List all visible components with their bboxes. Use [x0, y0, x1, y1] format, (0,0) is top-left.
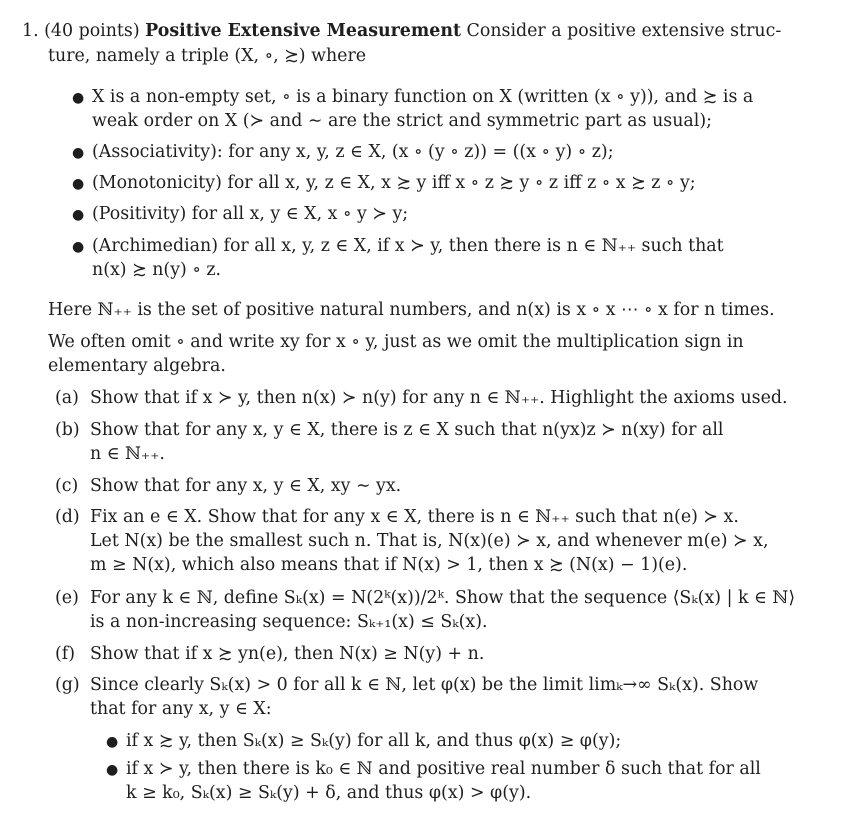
- bullet-icon: ●: [72, 90, 85, 106]
- part-f-label: (f): [55, 644, 76, 664]
- part-d-line-1: Fix an e ∈ X. Show that for any x ∈ X, there is n ∈ ℕ₊₊ such that n(e) ≻ x.: [90, 507, 739, 527]
- axiom-archimedian-line-2: n(x) ≿ n(y) ∘ z.: [92, 260, 222, 280]
- part-f-line-1: Show that if x ≿ yn(e), then N(x) ≥ N(y) + n.: [90, 644, 485, 664]
- problem-intro-1: Consider a positive extensive struc-: [466, 21, 782, 41]
- paragraph-naturals: Here ℕ₊₊ is the set of positive natural numbers, and n(x) is x ∘ x ⋯ ∘ x for n times.: [48, 300, 775, 320]
- part-d-line-3: m ≥ N(x), which also means that if N(x) > 1, then x ≿ (N(x) − 1)(e).: [90, 555, 688, 575]
- part-b-line-1: Show that for any x, y ∈ X, there is z ∈ X such that n(yx)z ≻ n(xy) for all: [90, 420, 724, 440]
- subitem-2-line-1: if x ≻ y, then there is k₀ ∈ ℕ and positive real number δ such that for all: [126, 759, 761, 779]
- bullet-icon: ●: [106, 762, 119, 778]
- part-a-line-1: Show that if x ≻ y, then n(x) ≻ n(y) for any n ∈ ℕ₊₊. Highlight the axioms used.: [90, 388, 788, 408]
- part-g-line-1: Since clearly Sₖ(x) > 0 for all k ∈ ℕ, let φ(x) be the limit limₖ→∞ Sₖ(x). Show: [90, 675, 759, 695]
- part-b-line-2: n ∈ ℕ₊₊.: [90, 444, 165, 464]
- problem-header: [22, 19, 781, 43]
- problem-number: 1.: [22, 21, 39, 41]
- part-e-line-1: For any k ∈ ℕ, define Sₖ(x) = N(2ᵏ(x))/2ᵏ. Show that the sequence ⟨Sₖ(x) | k ∈ ℕ⟩: [90, 588, 796, 608]
- problem-title: Positive Extensive Measurement: [145, 21, 462, 41]
- part-g-label: (g): [55, 675, 80, 695]
- part-g-line-2: that for any x, y ∈ X:: [90, 699, 272, 719]
- bullet-icon: ●: [72, 207, 85, 223]
- part-e-label: (e): [55, 588, 79, 608]
- part-a-label: (a): [55, 388, 79, 408]
- bullet-icon: ●: [72, 145, 85, 161]
- part-e-line-2: is a non-increasing sequence: Sₖ₊₁(x) ≤ Sₖ(x).: [90, 612, 488, 632]
- axiom-associativity: (Associativity): for any x, y, z ∈ X, (x ∘ (y ∘ z)) = ((x ∘ y) ∘ z);: [92, 142, 614, 162]
- bullet-icon: ●: [72, 239, 85, 255]
- problem-intro-2: ture, namely a triple (X, ∘, ≿) where: [48, 46, 367, 66]
- part-c-line-1: Show that for any x, y ∈ X, xy ∼ yx.: [90, 476, 402, 496]
- part-c-label: (c): [55, 476, 79, 496]
- bullet-icon: ●: [106, 734, 119, 750]
- paragraph-notation-1: We often omit ∘ and write xy for x ∘ y, just as we omit the multiplication sign in: [48, 332, 744, 352]
- part-b-label: (b): [55, 420, 80, 440]
- part-d-label: (d): [55, 507, 80, 527]
- axiom-archimedian-line-1: (Archimedian) for all x, y, z ∈ X, if x ≻ y, then there is n ∈ ℕ₊₊ such that: [92, 236, 724, 256]
- part-d-line-2: Let N(x) be the smallest such n. That is, N(x)(e) ≻ x, and whenever m(e) ≻ x,: [90, 531, 769, 551]
- axiom-monotonicity: (Monotonicity) for all x, y, z ∈ X, x ≿ y iff x ∘ z ≿ y ∘ z iff z ∘ x ≿ z ∘ y;: [92, 173, 696, 193]
- paragraph-notation-2: elementary algebra.: [48, 356, 226, 376]
- subitem-2-line-2: k ≥ k₀, Sₖ(x) ≥ Sₖ(y) + δ, and thus φ(x) > φ(y).: [126, 783, 532, 803]
- axiom-positivity: (Positivity) for all x, y ∈ X, x ∘ y ≻ y;: [92, 204, 409, 224]
- problem-points: (40 points): [44, 21, 140, 41]
- bullet-icon: ●: [72, 176, 85, 192]
- axiom-1-line-1: X is a non-empty set, ∘ is a binary function on X (written (x ∘ y)), and ≿ is a: [92, 87, 754, 107]
- axiom-1-line-2: weak order on X (≻ and ∼ are the strict and symmetric part as usual);: [92, 111, 712, 131]
- subitem-1-line-1: if x ≿ y, then Sₖ(x) ≥ Sₖ(y) for all k, and thus φ(x) ≥ φ(y);: [126, 731, 622, 751]
